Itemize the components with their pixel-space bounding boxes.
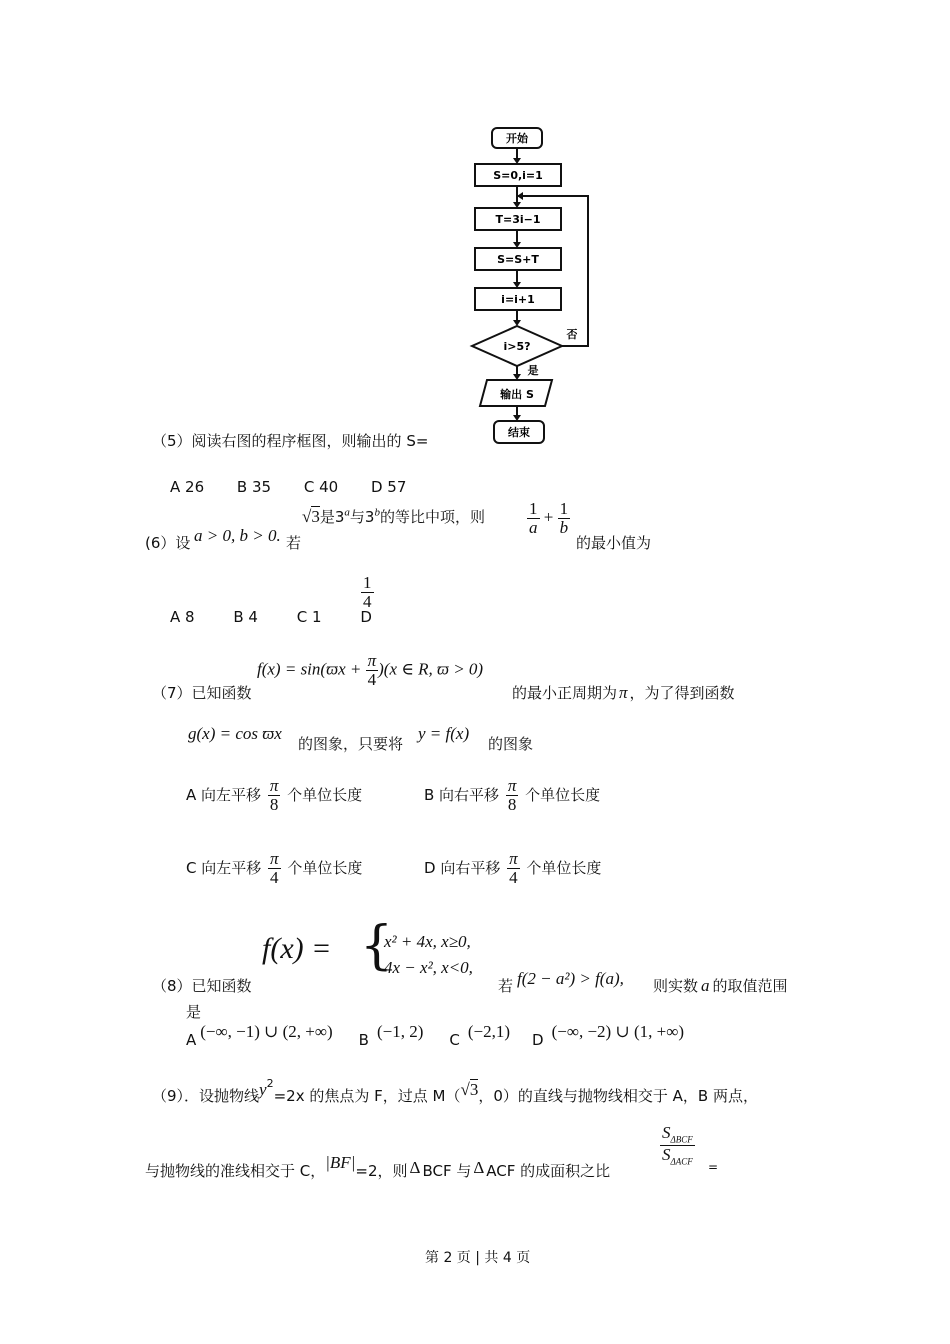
flow-t-label: T=3i−1 bbox=[495, 213, 541, 226]
q6-option-c: C 1 bbox=[296, 608, 322, 626]
flow-decision-label: i>5? bbox=[503, 340, 531, 353]
q5-option-a: A 26 bbox=[170, 478, 205, 496]
q5-text: （5）阅读右图的程序框图，则输出的 S= bbox=[152, 432, 429, 450]
q8-option-c: (−2,1) bbox=[467, 1022, 511, 1041]
flow-no-label: 否 bbox=[566, 328, 578, 341]
q7-prefix: （7）已知函数 bbox=[152, 684, 252, 702]
page-footer: 第 2 页 | 共 4 页 bbox=[425, 1250, 531, 1266]
q8-case2: 4x − x², x<0, bbox=[384, 958, 473, 977]
q7-y-func: y = f(x) bbox=[418, 724, 470, 743]
q9-area-ratio: $S_{\Delta BCF}$ $S_{\Delta ACF}$ bbox=[662, 1123, 693, 1167]
q5-option-b: B 35 bbox=[236, 478, 272, 496]
q8-option-b: (−1, 2) bbox=[376, 1022, 424, 1041]
q8-option-a: (−∞, −1) ∪ (2, +∞) bbox=[200, 1022, 333, 1041]
flowchart-diagram bbox=[455, 118, 615, 448]
q6-options bbox=[170, 608, 372, 626]
sqrt-icon: √3 bbox=[460, 1080, 479, 1099]
q9-equals: = bbox=[708, 1160, 719, 1174]
q7-text4: 的图象 bbox=[488, 735, 534, 753]
flowchart bbox=[455, 118, 615, 448]
q8-option-d: (−∞, −2) ∪ (1, +∞) bbox=[551, 1022, 684, 1041]
q6-suffix: 的最小值为 bbox=[576, 534, 652, 552]
q8-wrap: 是 bbox=[186, 1003, 202, 1021]
q6-option-b: B 4 bbox=[233, 608, 258, 626]
flow-init-label: S=0,i=1 bbox=[493, 169, 543, 182]
q8-prefix: （8）已知函数 bbox=[152, 977, 252, 995]
q6-option-d: D bbox=[360, 608, 372, 626]
q8-case1: x² + 4x, x≥0, bbox=[384, 932, 471, 951]
q7-option-d: D 向右平移 $\frac{\pi}{4}$ 个单位长度 bbox=[424, 849, 602, 887]
q6-frac-a: $\frac{1}{a}$ bbox=[529, 499, 538, 537]
q7-option-a: A 向左平移 $\frac{\pi}{8}$ 个单位长度 bbox=[186, 776, 363, 814]
q5-option-d: D 57 bbox=[370, 478, 407, 496]
q5-options bbox=[170, 478, 406, 496]
q7-pi-over-4: $\frac{\pi}{4}$ bbox=[367, 651, 377, 689]
q5-option-c: C 40 bbox=[303, 478, 339, 496]
flow-output-label: 输出 S bbox=[500, 388, 534, 401]
q6-ruo: 若 bbox=[286, 534, 302, 552]
q7-option-c: C 向左平移 $\frac{\pi}{4}$ 个单位长度 bbox=[186, 849, 363, 887]
flow-yes-label: 是 bbox=[527, 364, 539, 377]
q8-ruo: 若 bbox=[498, 977, 514, 995]
q8-f-lhs: f(x) = bbox=[262, 932, 332, 965]
q9-line2: 与抛物线的准线相交于 C，|BF|=2，则 Δ BCF 与 Δ ACF 的成面积之比 bbox=[145, 1153, 611, 1180]
q7-function: f(x) = sin(ϖx + $\frac{\pi}{4}$ )(x ∈ R, ϖ > 0) bbox=[257, 651, 484, 689]
q6-expression: $\frac{1}{a}$ + $\frac{1}{b}$ bbox=[529, 499, 569, 537]
q8-options: A (−∞, −1) ∪ (2, +∞) B (−1, 2) C (−2,1) D (−∞, −2) ∪ (1, +∞) bbox=[186, 1022, 684, 1049]
q8-condition: f(2 − a²) > f(a), bbox=[517, 969, 624, 988]
flow-s-label: S=S+T bbox=[497, 253, 539, 266]
flow-i-label: i=i+1 bbox=[501, 293, 535, 306]
q8-text: 则实数 a 的取值范围 bbox=[653, 976, 788, 995]
q7-text3: 的图象，只要将 bbox=[298, 735, 404, 753]
q6-option-d-frac: $\frac{1}{4}$ bbox=[363, 573, 372, 611]
q6-option-a: A 8 bbox=[170, 608, 195, 626]
flow-start-label: 开始 bbox=[506, 132, 528, 145]
q6-condition: a > 0, b > 0. bbox=[194, 526, 281, 545]
q7-option-b: B 向右平移 $\frac{\pi}{8}$ 个单位长度 bbox=[424, 776, 601, 814]
q7-text1: 的最小正周期为 π ，为了得到函数 bbox=[512, 683, 735, 702]
q6-frac-b: $\frac{1}{b}$ bbox=[559, 499, 569, 537]
q7-g-func: g(x) = cos ϖx bbox=[188, 724, 282, 743]
q6-statement: √3是3$^a$与3$^b$的等比中项，则 bbox=[302, 506, 485, 526]
q8-brace: { bbox=[360, 916, 394, 976]
flow-end-label: 结束 bbox=[508, 426, 530, 439]
sqrt-icon: √3 bbox=[302, 507, 320, 526]
q9-line1: （9）．设抛物线$y^2=2x$ 的焦点为 F，过点 M（√3，0）的直线与抛物线相交于 A，B 两点， bbox=[152, 1077, 758, 1105]
q6-prefix: (6）设 bbox=[145, 534, 191, 552]
